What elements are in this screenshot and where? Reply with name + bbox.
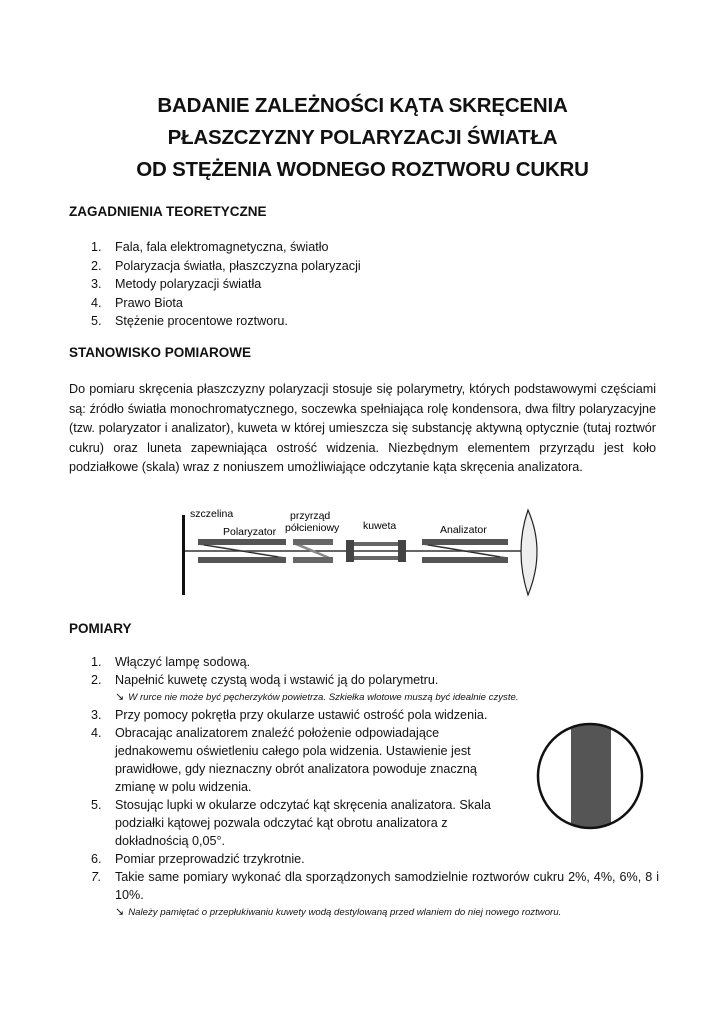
list-item-text: Takie same pomiary wykonać dla sporządzonych samodzielnie roztworów cukru 2%, 4%, 6%, 8 i 10%. [115,870,659,902]
polarimeter-diagram [178,505,558,605]
note-text: W rurce nie może być pęcherzyków powietrza. Szkiełka wlotowe muszą być idealnie czyste. [128,692,519,703]
theory-heading: ZAGADNIENIA TEORETYCZNE [69,204,267,219]
list-item-text: Pomiar przeprowadzić trzykrotnie. [115,852,305,866]
list-item-number: 2. [91,258,102,273]
list-item-text: Przy pomocy pokrętła przy okularze ustawić ostrość pola widzenia. [115,708,488,722]
list-item-number: 1. [91,655,102,669]
halfshade-label-1: przyrząd [290,510,331,522]
list-item [69,238,361,257]
list-item-text: Obracając analizatorem znaleźć położenie odpowiadające jednakowemu oświetleniu całego pola widzenia. Ustawienie jest prawidłowe, gdy nieznaczny obrót analizatora powoduje znaczną zmianę w polu widzenia. [115,726,477,794]
list-item-number: 3. [91,708,102,722]
list-item [69,312,361,331]
slit-label: szczelina [190,508,234,520]
slit-icon [182,515,185,595]
list-item-text: Prawo Biota [115,295,183,310]
analyzer-label: Analizator [440,524,487,536]
list-item-number: 6. [91,852,102,866]
note-text: Należy pamiętać o przepłukiwaniu kuwety wodą destylowaną przed wlaniem do niej nowego roztworu. [128,907,562,918]
field-of-view-illustration [535,721,645,831]
list-item [69,653,659,671]
theory-list [69,238,361,331]
list-item-text: Stosując lupki w okularze odczytać kąt skręcenia analizatora. Skala podziałki kątowej pozwala odczytać kąt obrotu analizatora z dokładnością 0,05°. [115,798,491,848]
setup-paragraph: Do pomiaru skręcenia płaszczyzny polaryzacji stosuje się polarymetry, których podstawowymi częściami są: źródło światła monochromatycznego, soczewka spełniająca rolę kondensora, dwa filtry polaryzacyjne (tzw. polaryzator i analizator), kuweta w której umieszcza się substancję aktywną optycznie (tutaj roztwór cukru) oraz luneta zapewniająca ostrość widzenia. Niezbędnym elementem przyrządu jest koło podziałkowe (skala) wraz z noniuszem umożliwiające odczytanie kąta skręcenia analizatora. [69,382,656,475]
arrow-down-right-icon: ↘ [115,691,125,703]
arrow-down-right-icon: ↘ [115,906,125,918]
list-item [69,850,659,868]
title-line-2: PŁASZCZYZNY POLARYZACJI ŚWIATŁA [167,126,558,149]
list-item-number: 1. [91,240,102,254]
list-item [69,671,659,689]
list-item-number: 4. [91,726,102,740]
list-item-text: Stężenie procentowe roztworu. [115,314,288,328]
list-item [69,257,361,276]
list-item [69,724,515,796]
field-of-view-dark-band [571,721,611,831]
polarizer-label: Polaryzator [223,526,277,538]
list-item-text: Metody polaryzacji światła [115,277,262,291]
lens-icon [521,510,537,595]
list-item-text: Polaryzacja światła, płaszczyzna polaryzacji [115,258,361,273]
note [69,689,659,706]
list-item-text: Napełnić kuwetę czystą wodą i wstawić ją do polarymetru. [115,673,439,687]
list-item-number: 2. [91,673,102,687]
list-item-number: 4. [91,295,102,310]
measurements-heading: POMIARY [69,621,132,636]
list-item [69,868,659,904]
setup-heading: STANOWISKO POMIAROWE [69,345,251,360]
halfshade-label-2: półcieniowy [285,522,340,534]
list-item [69,294,361,313]
title-line-1: BADANIE ZALEŻNOŚCI KĄTA SKRĘCENIA [157,94,568,117]
cuvette-label: kuweta [363,520,397,532]
list-item-text: Fala, fala elektromagnetyczna, światło [115,240,329,254]
page-title [40,90,685,186]
list-item-number: 5. [91,314,102,328]
note [69,904,659,921]
list-item-number: 3. [91,277,102,291]
list-item [69,275,361,294]
list-item [69,796,515,850]
list-item-text: Włączyć lampę sodową. [115,655,251,669]
list-item-number: 7. [91,870,102,884]
title-line-3: OD STĘŻENIA WODNEGO ROZTWORU CUKRU [136,158,589,181]
list-item-number: 5. [91,798,102,812]
